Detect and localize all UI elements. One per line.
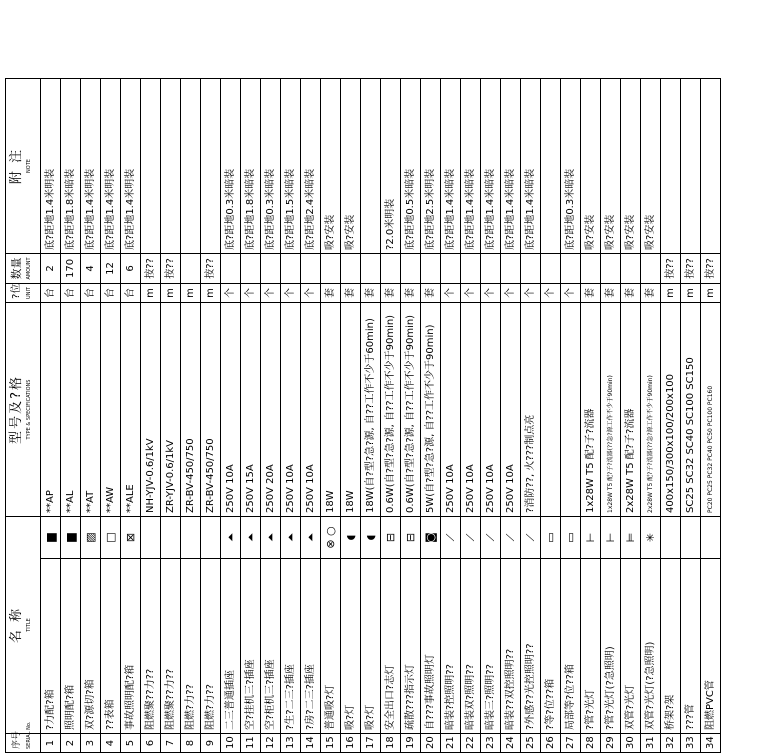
row-spec: **AL [61,302,81,516]
row-spec: 250V 10A [301,302,321,516]
row-note: 吸?安装 [641,79,661,254]
row-amount [621,253,641,283]
row-amount [521,253,541,283]
row-symbol-icon [161,516,181,558]
row-number: 13 [281,734,301,753]
row-unit: 个 [541,283,561,302]
row-number: 32 [661,734,681,753]
row-spec: 0.6W(自?型?急?源, 自??工作不少于90min) [381,302,401,516]
row-note [201,79,221,254]
table-row [661,79,681,753]
row-symbol-icon: ⊠ [121,516,141,558]
row-symbol-icon: ▭ [561,516,581,558]
row-number: 22 [461,734,481,753]
row-title: 吸?灯 [341,559,361,734]
row-note [681,79,701,254]
row-spec: 250V 10A [441,302,461,516]
row-number: 25 [521,734,541,753]
row-spec: 250V 10A [221,302,241,516]
table-row [361,79,381,753]
row-note: 底?距地1.4米暗装 [461,79,481,254]
header-title: 名 称 TITLE [6,516,41,733]
row-unit: 个 [461,283,481,302]
row-unit: 个 [561,283,581,302]
row-spec: 2x28W T5 配?子?流器(??急?源工作不少于90min) [641,302,661,516]
table-row [201,79,221,753]
header-amount: 数量 AMOUNT [6,253,41,283]
row-number: 20 [421,734,441,753]
row-symbol-icon: ⟋ [481,516,501,558]
header-type: 型号及?格 TYPE & SPECIFICATIONS [6,302,41,516]
row-title: ?力配?箱 [41,559,61,734]
table-row [621,79,641,753]
row-unit: 套 [421,283,441,302]
row-spec: ?消防??, 火???制点亮 [521,302,541,516]
row-spec: 2x28W T5 配?子?流器 [621,302,641,516]
row-note: 吸?安装 [601,79,621,254]
row-amount [461,253,481,283]
row-amount [221,253,241,283]
row-note: 吸?安装 [621,79,641,254]
row-title: 普通吸?灯 [321,559,341,734]
row-number: 8 [181,734,201,753]
row-symbol-icon: ◖ [361,516,381,558]
row-symbol-icon: ⊢ [601,516,621,558]
row-number: 1 [41,734,61,753]
row-unit: m [181,283,201,302]
table-row [141,79,161,753]
row-title: 暗装三?照明?? [481,559,501,734]
row-symbol-icon [201,516,221,558]
row-symbol-icon [181,516,201,558]
row-title: 双管?光灯(?急照明) [641,559,661,734]
row-title: 阻燃PVC管 [701,559,721,734]
row-unit: 个 [501,283,521,302]
row-number: 6 [141,734,161,753]
row-amount: 2 [41,253,61,283]
row-unit: 台 [121,283,141,302]
row-spec: PC20 PC25 PC32 PC40 PC50 PC100 PC160 [701,302,721,516]
row-note: 底?距地2.4米暗装 [301,79,321,254]
row-note: 吸?安装 [341,79,361,254]
row-number: 24 [501,734,521,753]
row-number: 19 [401,734,421,753]
row-title: 阻燃聚??力?? [161,559,181,734]
row-number: 30 [621,734,641,753]
row-number: 17 [361,734,381,753]
row-amount [561,253,581,283]
row-number: 21 [441,734,461,753]
row-amount [301,253,321,283]
table-row [261,79,281,753]
table-row [601,79,621,753]
row-title: ?房?二三?插座 [301,559,321,734]
row-title: ??表箱 [101,559,121,734]
row-symbol-icon: ◙ [421,516,441,558]
equipment-table [5,78,721,753]
row-number: 34 [701,734,721,753]
row-unit: m [141,283,161,302]
row-unit: 套 [641,283,661,302]
row-symbol-icon: ▭ [541,516,561,558]
row-symbol-icon: ⟋ [441,516,461,558]
row-title: 吸?灯 [361,559,381,734]
row-spec: **AP [41,302,61,516]
row-title: 双管?光灯 [621,559,641,734]
row-spec: ZR-YJV-0.6/1kV [161,302,181,516]
row-symbol-icon: ✳ [641,516,661,558]
row-unit: 台 [101,283,121,302]
row-spec: **AT [81,302,101,516]
row-number: 26 [541,734,561,753]
table-row [41,79,61,753]
row-note: 底?距地0.5米暗装 [401,79,421,254]
row-number: 7 [161,734,181,753]
table-row [681,79,701,753]
row-spec: 1x28W T5 配?子?流器(??急?源工作不少于90min) [601,302,621,516]
row-title: 双?源切?箱 [81,559,101,734]
row-unit: m [161,283,181,302]
table-row [181,79,201,753]
row-unit: m [661,283,681,302]
row-note: 底?距地1.4米暗装 [481,79,501,254]
row-unit: 套 [401,283,421,302]
row-symbol-icon: ◖ [341,516,361,558]
row-unit: 套 [581,283,601,302]
row-spec: **AW [101,302,121,516]
row-amount: 170 [61,253,81,283]
row-title: 空?柜机三?插座 [261,559,281,734]
row-unit: m [201,283,221,302]
row-number: 18 [381,734,401,753]
row-amount [481,253,501,283]
row-number: 3 [81,734,101,753]
table-row [461,79,481,753]
table-row [301,79,321,753]
row-note [661,79,681,254]
header-note: 附 注 NOTE [6,79,41,254]
row-title: ?外感??光控照明?? [521,559,541,734]
row-unit: 套 [321,283,341,302]
row-note: 底?距地1.4米暗装 [501,79,521,254]
row-title: 二三普通插座 [221,559,241,734]
row-title: ?管?光灯 [581,559,601,734]
row-spec [541,302,561,516]
row-amount: 按?? [681,253,701,283]
row-unit: 个 [241,283,261,302]
row-symbol-icon: ⟋ [501,516,521,558]
header-unit: ?位 UNIT [6,283,41,302]
row-amount [401,253,421,283]
row-note: 底?距地0.3米暗装 [221,79,241,254]
row-note: 底?距地1.4米明装 [121,79,141,254]
row-amount [241,253,261,283]
table-row [701,79,721,753]
row-unit: 套 [361,283,381,302]
row-title: ?等?位??箱 [541,559,561,734]
row-number: 23 [481,734,501,753]
row-title: 照明配?箱 [61,559,81,734]
row-note [141,79,161,254]
table-row [641,79,661,753]
row-unit: 套 [621,283,641,302]
row-spec: ZR-BV-450/750 [201,302,221,516]
row-title: 阻燃?力?? [181,559,201,734]
row-amount: 按?? [701,253,721,283]
row-unit: 个 [521,283,541,302]
row-symbol-icon [681,516,701,558]
row-title: ???管 [681,559,701,734]
row-number: 27 [561,734,581,753]
row-amount [181,253,201,283]
row-spec: **ALE [121,302,141,516]
row-amount [581,253,601,283]
table-row [221,79,241,753]
row-unit: 个 [261,283,281,302]
row-amount [281,253,301,283]
row-title: ?管?光灯(?急照明) [601,559,621,734]
row-note: ?2.0米明装 [381,79,401,254]
row-spec: 250V 10A [461,302,481,516]
row-symbol-icon: ⊟ [381,516,401,558]
row-title: 阻燃聚??力?? [141,559,161,734]
row-symbol-icon: ▆ [41,516,61,558]
row-spec: 250V 10A [281,302,301,516]
row-number: 28 [581,734,601,753]
row-title: 阻燃?力?? [201,559,221,734]
table-body [41,79,721,753]
row-number: 16 [341,734,361,753]
row-note: 底?距地1.4米明装 [101,79,121,254]
row-symbol-icon: □ [101,516,121,558]
row-unit: m [681,283,701,302]
row-spec: 1x28W T5 配?子?流器 [581,302,601,516]
row-title: 疏散???指示灯 [401,559,421,734]
header-row [6,79,41,753]
row-unit: m [701,283,721,302]
row-spec: 18W [321,302,341,516]
table-row [481,79,501,753]
table-row [381,79,401,753]
row-unit: 个 [281,283,301,302]
row-note [161,79,181,254]
row-amount [441,253,461,283]
row-amount [641,253,661,283]
row-number: 14 [301,734,321,753]
row-amount [341,253,361,283]
row-spec: 250V 10A [501,302,521,516]
row-symbol-icon: ▆ [61,516,81,558]
rotated-table-sheet [5,78,765,753]
table-row [581,79,601,753]
row-symbol-icon: ⏶ [261,516,281,558]
row-spec: 18W [341,302,361,516]
row-number: 4 [101,734,121,753]
row-symbol-icon: ⟋ [521,516,541,558]
row-amount [421,253,441,283]
table-row [161,79,181,753]
row-note: 吸?安装 [321,79,341,254]
row-spec: ZR-BV-450/750 [181,302,201,516]
row-spec: SC25 SC32 SC40 SC100 SC150 [681,302,701,516]
row-unit: 个 [441,283,461,302]
row-amount [361,253,381,283]
row-title: 事故照明配?箱 [121,559,141,734]
row-symbol-icon: ▨ [81,516,101,558]
row-number: 10 [221,734,241,753]
table-row [501,79,521,753]
row-note: 吸?安装 [581,79,601,254]
row-amount [541,253,561,283]
table-row [281,79,301,753]
row-number: 12 [261,734,281,753]
row-amount: 按?? [661,253,681,283]
table-row [321,79,341,753]
row-title: ?生?二三?插座 [281,559,301,734]
row-symbol-icon: ⏶ [241,516,261,558]
row-number: 33 [681,734,701,753]
row-title: 安全出口?志灯 [381,559,401,734]
row-symbol-icon: ⟋ [461,516,481,558]
table-row [521,79,541,753]
row-amount: 12 [101,253,121,283]
row-symbol-icon: ⊗ ○ [321,516,341,558]
table-row [241,79,261,753]
row-amount: 4 [81,253,101,283]
table-row [121,79,141,753]
row-spec: 250V 15A [241,302,261,516]
row-symbol-icon [141,516,161,558]
row-symbol-icon: ⏶ [301,516,321,558]
row-unit: 套 [601,283,621,302]
row-unit: 套 [381,283,401,302]
row-amount: 6 [121,253,141,283]
row-number: 2 [61,734,81,753]
row-title: 暗装??双控照明?? [501,559,521,734]
table-row [81,79,101,753]
row-spec: 18W(自?型?急?源, 自??工作不少于60min) [361,302,381,516]
row-title: 暗装?控照明?? [441,559,461,734]
row-amount [501,253,521,283]
row-title: 自???事故照明灯 [421,559,441,734]
row-unit: 个 [301,283,321,302]
row-title: 空?挂机三?插座 [241,559,261,734]
row-amount: 按?? [141,253,161,283]
row-note: 底?距地1.4米明装 [81,79,101,254]
row-symbol-icon: ⊢ [581,516,601,558]
row-unit: 个 [481,283,501,302]
row-spec: 400x150/300x100/200x100 [661,302,681,516]
row-symbol-icon: ⊨ [621,516,641,558]
row-note [181,79,201,254]
row-unit: 个 [221,283,241,302]
row-title: 局部等?位??箱 [561,559,581,734]
row-note: 底?距地1.8米暗装 [241,79,261,254]
row-symbol-icon: ⏶ [281,516,301,558]
row-title: 暗装双?照明?? [461,559,481,734]
table-row [401,79,421,753]
row-spec: 250V 10A [481,302,501,516]
row-amount: 按?? [161,253,181,283]
row-note: 底?距地0.3米暗装 [561,79,581,254]
row-spec [561,302,581,516]
row-note: 底?距地1.4米暗装 [441,79,461,254]
row-note [361,79,381,254]
row-note: 底?距地2.5米明装 [421,79,441,254]
row-spec: 0.6W(自?型?急?源, 自??工作不少于90min) [401,302,421,516]
row-amount [261,253,281,283]
row-note [541,79,561,254]
row-symbol-icon: ⏶ [221,516,241,558]
table-row [561,79,581,753]
table-row [441,79,461,753]
header-serial: 序号 SERIAL No. [6,734,41,753]
table-row [541,79,561,753]
row-amount [381,253,401,283]
row-number: 11 [241,734,261,753]
row-number: 31 [641,734,661,753]
row-number: 15 [321,734,341,753]
row-spec: NH-YJV-0.6/1kV [141,302,161,516]
table-row [101,79,121,753]
row-symbol-icon [661,516,681,558]
row-spec: 5W(自?型?急?源, 自??工作不少于90min) [421,302,441,516]
row-title: 桥架?架 [661,559,681,734]
table-row [341,79,361,753]
row-amount [321,253,341,283]
table-row [421,79,441,753]
row-note: 底?距地0.3米暗装 [261,79,281,254]
row-spec: 250V 20A [261,302,281,516]
row-symbol-icon [701,516,721,558]
row-unit: 台 [81,283,101,302]
row-note: 底?距地1.5米暗装 [281,79,301,254]
row-note: 底?距地1.8米暗装 [61,79,81,254]
row-number: 29 [601,734,621,753]
row-note: 底?距地1.4米暗装 [521,79,541,254]
row-number: 5 [121,734,141,753]
row-note [701,79,721,254]
row-amount: 按?? [201,253,221,283]
row-number: 9 [201,734,221,753]
row-amount [601,253,621,283]
row-unit: 套 [341,283,361,302]
row-unit: 台 [41,283,61,302]
table-row [61,79,81,753]
row-unit: 台 [61,283,81,302]
row-symbol-icon: ⊟ [401,516,421,558]
row-note: 底?距地1.4米明装 [41,79,61,254]
